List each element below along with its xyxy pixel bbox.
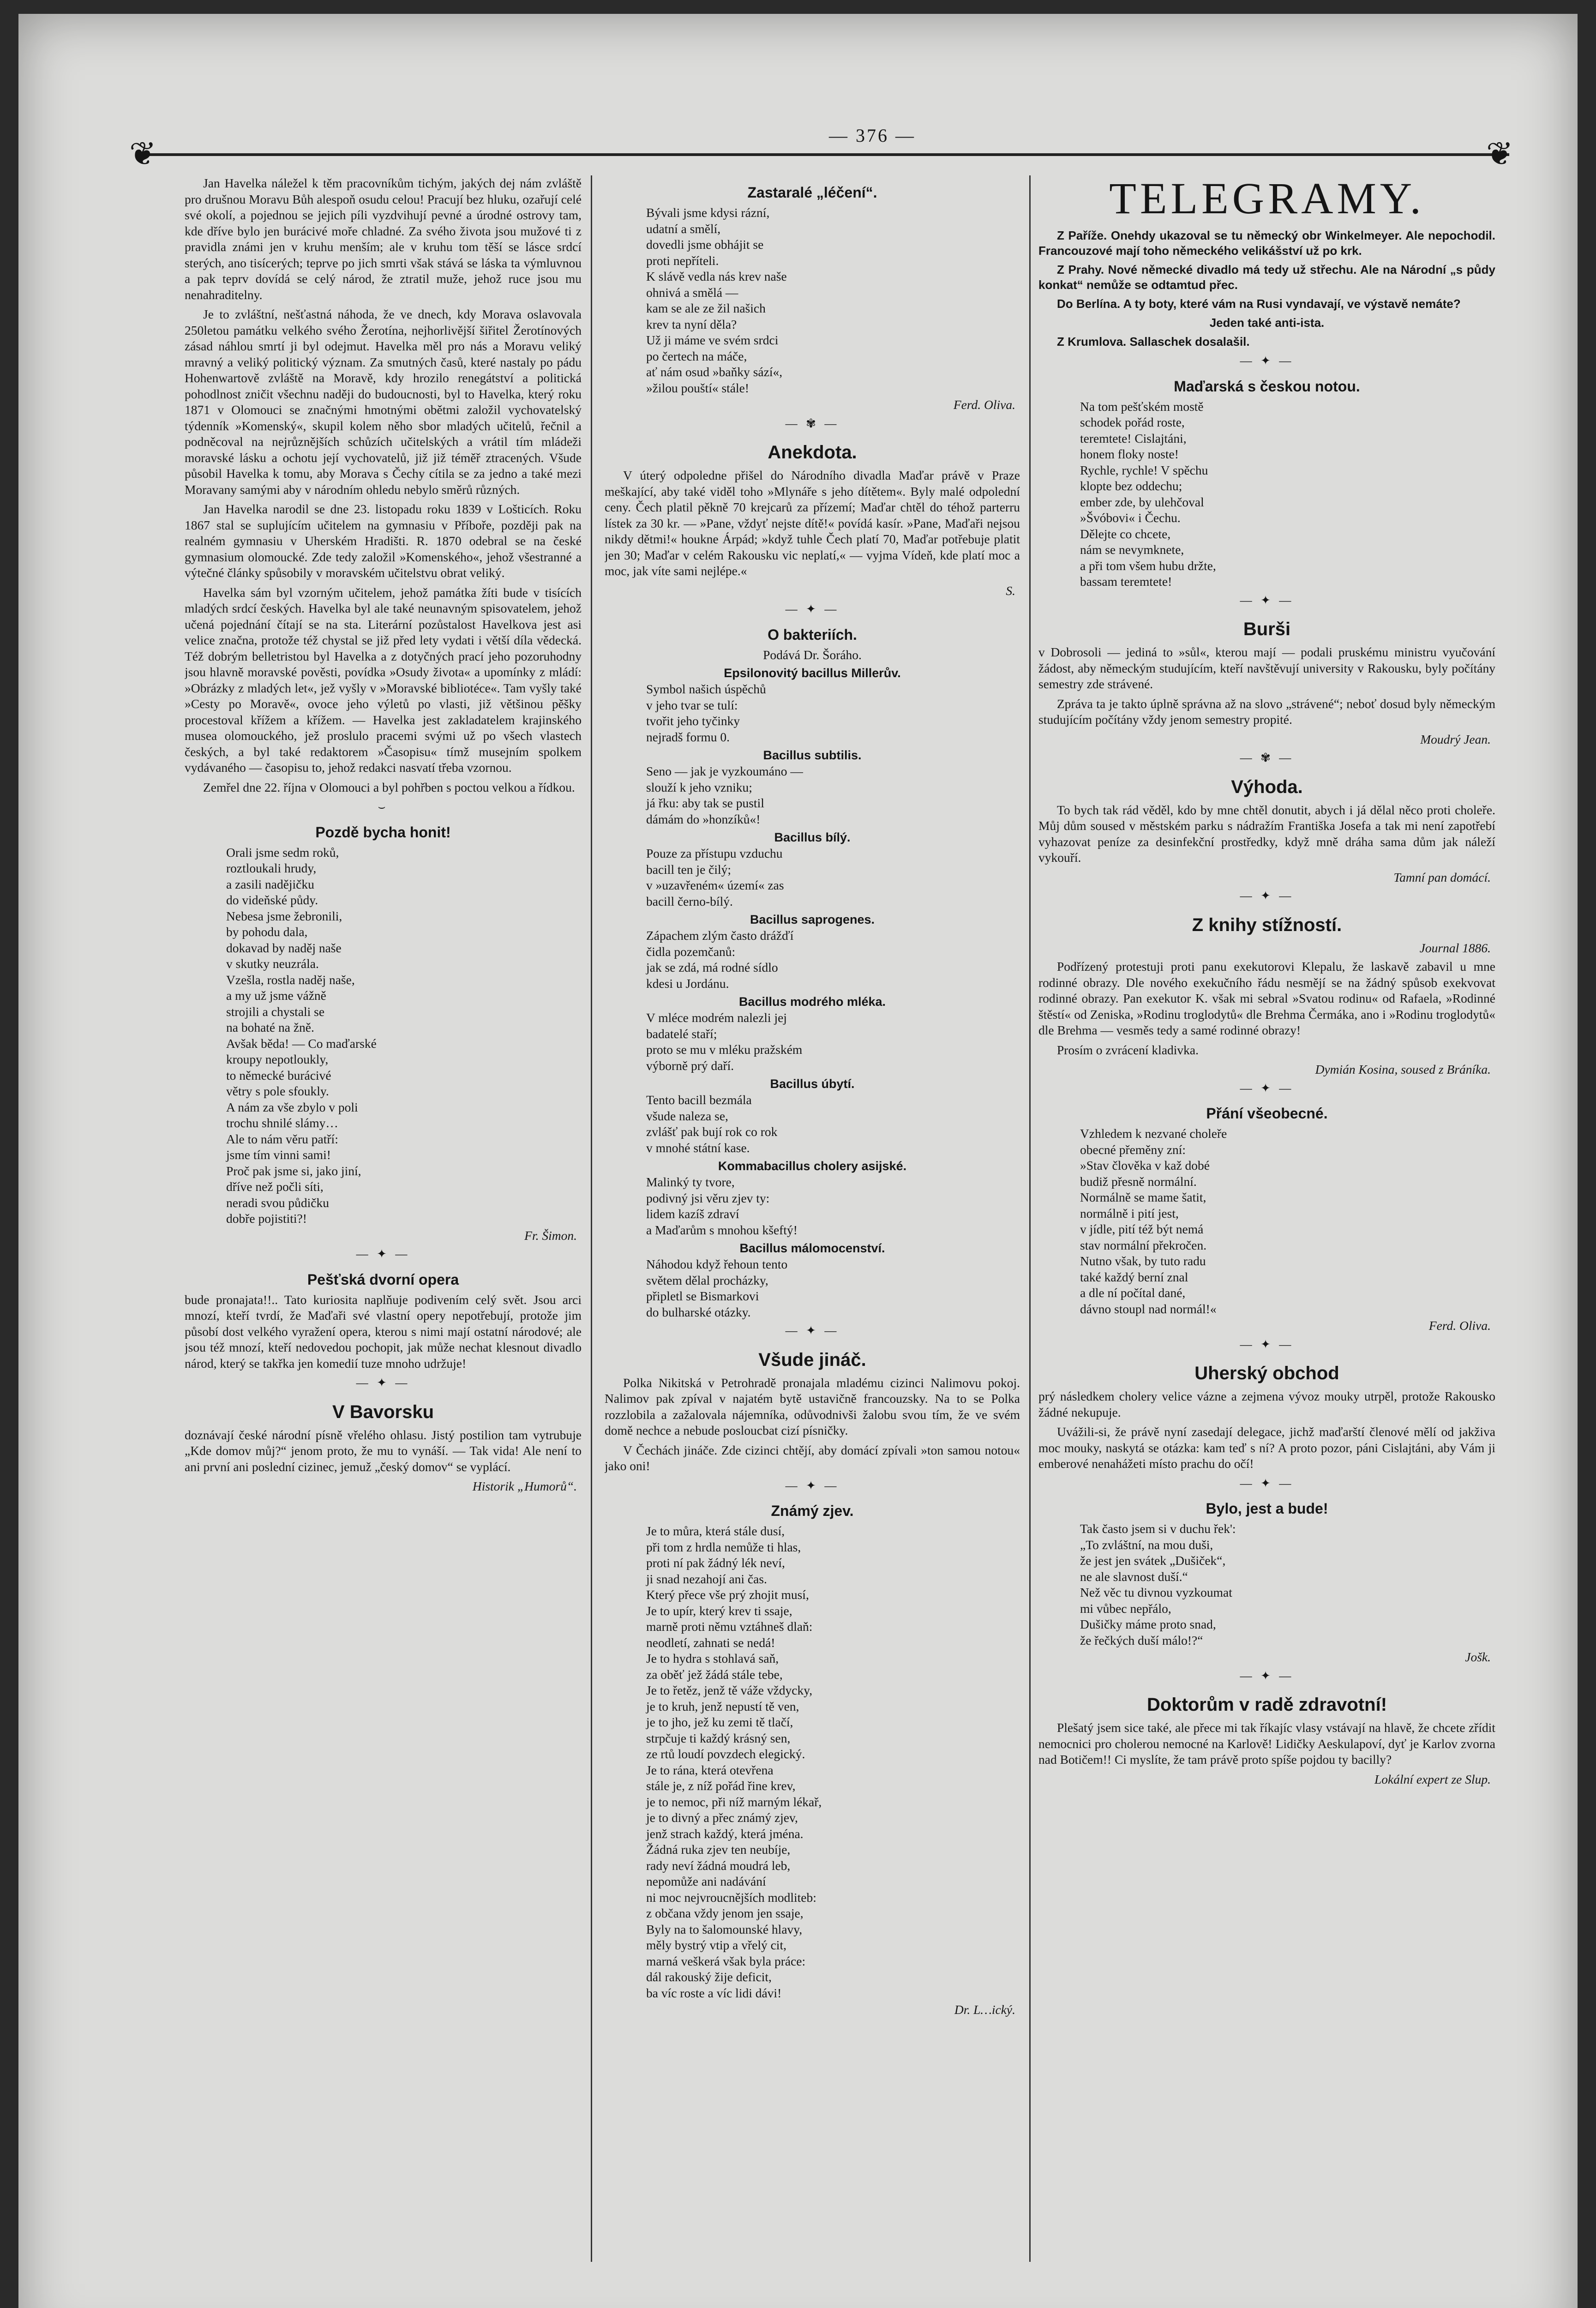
paragraph: Polka Nikitská v Petrohradě pronajala mladému cizinci Nalimovu pokoj. Nalimov pak zpíval v najatém bytě ustavičně francouzsky. Na to se Polka rozzlobila a zažalovala nájemníka, odůvodnivši žalobu svou tím, že ve svém domě nechce a nebude posloucbat cizí písničky. [605,1375,1020,1437]
separator-icon: ⌣ [378,800,389,813]
poem-line: Avšak běda! — Co maďarské [226,1036,377,1051]
paragraph: V Čechách jináče. Zde cizinci chtějí, aby domácí zpívali »ton samou notou« jako oni! [605,1442,1020,1473]
poem-lines [646,205,1020,396]
poem-line: budiž přesně normální. [1080,1174,1197,1189]
poem-line: teremtete! Cislajtáni, [1080,431,1187,445]
poem-line: že řečkých duší málo!?“ [1080,1633,1203,1647]
verse-line: do bulharské otázky. [646,1304,751,1319]
section-telegramy [1038,175,1495,349]
verse-line: Malinký ty tvore, [646,1175,735,1189]
article-title: Uherský obchod [1194,1363,1339,1383]
paragraph: Zpráva ta je takto úplně správna až na slovo „strávené“; neboť dosud byly německým studujícím počítány vždy jenom semestry propité. [1038,696,1495,727]
poem-line: při tom z hrdla nemůže ti hlas, [646,1539,801,1554]
article-anekdota [605,442,1020,599]
poem-line: stále je, z níž pořád řine krev, [646,1779,796,1793]
poem-line: marně proti němu vztáhneš dlaň: [646,1619,813,1634]
poem-line: strojili a chystali se [226,1004,325,1019]
verse [646,763,1020,827]
verse-line: v »uzavřeném« území« zas [646,878,784,892]
column-right [1038,175,1495,2266]
separator-icon: — ✦ — [1240,889,1294,902]
poem-line: Než věc tu divnou vyzkoumat [1080,1585,1232,1599]
poem-line: také každý berní znal [1080,1269,1188,1284]
article-title: Všude jináč. [758,1349,866,1370]
poem-line: za oběť jež žádá stále tebe, [646,1667,783,1682]
poem-line: větry s pole sfoukly. [226,1084,329,1098]
poem-line: A nám za vše zbylo v poli [226,1100,358,1114]
poem-line: rady neví žádná moudrá leb, [646,1858,791,1873]
article-vsude [605,1349,1020,1474]
article-title: Z knihy stížností. [1192,914,1342,935]
section-heading: Kommabacillus cholery asijské. [718,1159,907,1173]
poem-line: stav normální překročen. [1080,1238,1207,1252]
poem-line: „To zvláštní, na mou duši, [1080,1537,1213,1552]
poem-title: Přání všeobecné. [1206,1105,1328,1122]
separator-icon: — ✦ — [1240,1476,1294,1490]
poem-line: ze rtů loudí povzdech elegický. [646,1747,805,1761]
poem-line: Na tom pešťském mostě [1080,399,1204,414]
article-vyhoda [1038,776,1495,886]
separator-icon: — ✾ — [785,416,840,430]
poem-line: dokavad by naděj naše [226,940,342,955]
poem-line: roztloukali hrudy, [226,861,317,875]
poem-line: marná veškerá však byla práce: [646,1953,806,1968]
article-bursi [1038,619,1495,747]
article-uhersky [1038,1363,1495,1472]
article-bavorsku [185,1401,582,1495]
newspaper-scan [18,14,1578,2308]
poem-line: Dělejte co chcete, [1080,526,1171,541]
verse-line: Symbol našich úspěchů [646,682,766,696]
poem-line: je to divný a přec známý zjev, [646,1810,798,1825]
poem-prani [1038,1105,1495,1334]
verse-line: Náhodou když řehoun tento [646,1257,788,1271]
poem-line: Je to řetěz, jenž tě váže vždycky, [646,1683,813,1697]
paragraph: V úterý odpoledne přišel do Národního divadla Maďar právě v Praze meškající, aby také viděl toho »Mlynáře s jeho dítětem«. Byly malé odpolední ceny. Čech platil pěkně 70 krejcarů za přízemí; Maďar chtěl do téhož parterru lístek za 30 kr. — »Pane, vždyť nejste dítě!« povídá kasír. »Pane, Maďaři nejsou nikdy dětmi!« houkne Árpád; »když tuhle Čech platí 70, Maďar potřebuje platit jen 30; Maďar v celém Rakousku vic neplatí,« — vyjma Vídeň, kde platí moc a moc, jak víte sami nejlépe.« [605,468,1020,578]
article-opera [185,1271,582,1372]
poem-line: je to nemoc, při níž marným lékař, [646,1794,822,1809]
section-heading: Bacillus saprogenes. [750,913,875,926]
telegram: Do Berlína. A ty boty, které vám na Rusi vyndavají, ve výstavě nemáte? [1057,297,1461,311]
poem-line: Je to můra, která stále dusí, [646,1524,785,1538]
paragraph: v Dobrosoli — jediná to »sůl«, kterou mají — podali pruskému ministru vyučování žádost, aby německým studujícím, kteří navštěvují university v Rakousku, byly počítány semestry zde strávené. [1038,645,1495,691]
poem-line: Normálně se mame šatit, [1080,1190,1206,1204]
poem-lines [646,1523,1020,2001]
poem-line: je to kruh, jenž nepustí tě ven, [646,1699,799,1713]
paragraph: bude pronajata!!.. Tato kuriosita naplňuje podivením celý svět. Jsou arci mnozí, kteří tvrdí, že Maďaři své vlastní opery nepotřebují, protože jim působí dost velkého vyražení opera, kterou s nimi mají ostatní národové; ale jsou též mnozí, kteří nedovedou pochopit, jak může nechat klesnout divadlo národ, který se takřka jen komedií tuze mnoho udržuje! [185,1292,582,1370]
verse-line: Tento bacill bezmála [646,1093,752,1107]
poem-line: po čertech na máče, [646,349,747,363]
verse [646,1174,1020,1238]
paragraph: doznávají české národní písně vřelého ohlasu. Jistý postilion tam vytrubuje „Kde domov můj?“ jenom proto, že mu to vynáší. — Tak vida! Ale není to ani první ani poslední cizinec, jemuž „český domov“ se vyplácí. [185,1427,582,1474]
signature: Dymián Kosina, soused z Bráníka. [1315,1062,1491,1076]
poem-line: jsme tím vinni sami! [226,1148,331,1162]
verse [646,1256,1020,1320]
poem-line: Už ji máme ve svém srdci [646,333,779,347]
verse-line: a Maďarům s mnohou kšeftý! [646,1222,798,1237]
verse-line: Pouze za přístupu vzduchu [646,846,783,860]
poem-znamy [605,1502,1020,2018]
poem-line: Orali jsme sedm roků, [226,845,339,859]
poem-line: Je to upír, který krev ti ssaje, [646,1603,792,1618]
poem-line: je to jho, jež ku zemi tě tlačí, [646,1715,793,1729]
poem-line: a dle ní počítal dané, [1080,1286,1186,1300]
page-number: — 376 — [829,125,916,146]
poem-line: a my už jsme vážně [226,988,326,1003]
poem-line: »žilou pouští« stále! [646,380,750,395]
poem-madarska [1038,378,1495,590]
poem-title: Bylo, jest a bude! [1206,1500,1328,1517]
poem-line: že jest jen svátek „Dušiček“, [1080,1553,1226,1568]
verse-line: badatelé staří; [646,1026,717,1041]
verse-line: Seno — jak je vyzkoumáno — [646,764,803,778]
poem-line: a při tom všem hubu držte, [1080,558,1216,573]
article-stiznosti [1038,914,1495,1078]
article-bakterie [605,626,1020,1321]
signature: Historik „Humorů“. [472,1479,577,1493]
poem-line: »Švóbovi« i Čechu. [1080,511,1181,525]
article-title: Burši [1243,619,1291,639]
poem-line: neradi svou půdičku [226,1195,330,1210]
poem-line: v jídle, pití též být nemá [1080,1222,1204,1236]
ornament-right-icon: ❦ [1486,137,1513,172]
article-havelka [185,175,582,795]
verse-line: v jeho tvar se tulí: [646,697,738,712]
article-title: Doktorům v radě zdravotní! [1146,1695,1387,1715]
poem-line: Je to hydra s stohlavá saň, [646,1651,779,1665]
poem-line: a zasili nadějičku [226,877,314,891]
paragraph: Plešatý jsem sice také, ale přece mi tak říkajíc vlasy vstávají na hlavě, že chcete zřídit nemocnici pro cholerou nemocné na Karlově! Lidičky Aeskulapoví, dyť je Karlov zvorna nad Botičem!! Ci myslíte, že tam právě proto spíše pojdou ty bacilly? [1038,1720,1495,1767]
poem-line: Byly na to šalomounské hlavy, [646,1922,803,1936]
poem-line: dobře pojistiti?! [226,1211,307,1226]
poem-line: by pohodu dala, [226,925,308,939]
verse-line: zvlášť pak bují rok co rok [646,1124,778,1139]
poem-line: kam se ale ze žil našich [646,301,766,315]
paragraph: Prosím o zvrácení kladivka. [1057,1042,1199,1057]
poem-lines [1080,1126,1495,1317]
poem-lines [1080,1521,1495,1648]
poem-line: dovedli jsme obhájit se [646,237,764,252]
verse [646,928,1020,992]
poem-line: to německé burácivé [226,1068,331,1082]
poem-line: ji snad nezahojí ani čas. [646,1571,767,1586]
signature: Ferd. Oliva. [1428,1318,1491,1333]
signature: Dr. L…ický. [954,2002,1015,2017]
paragraph: To bych tak rád věděl, kdo by mne chtěl donutit, abych i já dělal něco proti choleře. Můj dům soused v městském parku s nádražím Františka Josefa a tak mi není zapotřebí vyhazovat peníze za desinfekční prostředky, když mně dráha sama dům jak náleží vykouří. [1038,802,1495,865]
verse-line: dámám do »honzíků«! [646,811,761,826]
verse-line: výborně prý daří. [646,1058,734,1073]
poem-line: dávno stoupl nad normál!« [1080,1301,1217,1316]
poem-line: bassam teremtete! [1080,574,1172,589]
verse-line: lidem kazíš zdraví [646,1207,739,1221]
poem-line: obecné přeměny zní: [1080,1142,1186,1157]
poem-line: Tak často jsem si v duchu řek': [1080,1521,1236,1536]
signature: Fr. Šimon. [524,1228,577,1243]
section-heading: Bacillus bílý. [774,830,851,844]
signature: Moudrý Jean. [1420,732,1491,746]
article-doktorum [1038,1694,1495,1787]
signature: Tamní pan domácí. [1393,870,1491,884]
poem-line: jenž strach každý, která jména. [646,1826,804,1841]
poem-line: ať nám osud »baňky sází«, [646,365,783,379]
verse-line: světem dělal procházky, [646,1273,768,1287]
column-divider [1029,175,1031,2262]
poem-line: nám se nevymknete, [1080,542,1184,557]
poem-lines [1080,399,1495,590]
section-heading: Bacillus modrého mléka. [738,995,886,1009]
column-divider [591,175,592,2262]
poem-title: Maďarská s českou notou. [1174,378,1360,395]
poem-line: Rychle, rychle! V spěchu [1080,463,1208,477]
poem-line: neodletí, zahnati se nedá! [646,1635,775,1650]
poem-line: mi vůbec nepřálo, [1080,1601,1171,1616]
telegram: Z Prahy. Nové německé divadlo má tedy už střechu. Ale na Národní „s půdy konkat“ nemůže se odtamtud přec. [1038,263,1495,292]
poem-line: ohnivá a smělá — [646,285,738,300]
verse-line: čidla pozemčanů: [646,944,736,959]
poem-title: Známý zjev. [771,1503,854,1519]
separator-icon: — ✦ — [785,1324,840,1337]
poem-line: Dušičky máme proto snad, [1080,1617,1216,1631]
section-heading: Epsilonovitý bacillus Millerův. [724,666,901,680]
poem-line: ember zde, by ulehčoval [1080,494,1204,509]
poem-title: Pozdě bycha honit! [315,823,451,841]
poem-line: Vzhledem k nezvané choleře [1080,1126,1227,1141]
poem-line: K slávě vedla nás krev naše [646,269,787,283]
telegram: Jeden také anti-ista. [1209,316,1325,330]
signature: Lokální expert ze Slup. [1374,1772,1491,1786]
poem-line: krev ta nyní děla? [646,317,737,331]
poem-line: Vzešla, rostla naděj naše, [226,972,355,987]
article-title: O bakteriích. [768,626,857,643]
poem-line: strpčuje ti každý krásný sen, [646,1731,791,1745]
paragraph: prý následkem cholery velice vázne a zejmena vývoz mouky utrpěl, protože Rakousko žádné nekupuje. [1038,1389,1495,1419]
separator-icon: — ✦ — [785,602,840,616]
separator-icon: — ✦ — [1240,354,1294,367]
poem-title: Zastaralé „léčení“. [747,184,877,201]
poem-line: z občana vždy jenom jen ssaje, [646,1906,804,1920]
verse [646,681,1020,745]
separator-icon: — ✦ — [356,1376,410,1389]
poem-lines [226,845,582,1227]
verse-line: kdesi u Jordánu. [646,976,729,991]
verse-line: tvořit jeho tyčinky [646,714,740,728]
verse-line: bacill ten je čilý; [646,862,732,877]
article-title: Anekdota. [768,442,857,463]
poem-line: měly bystrý vtip a vřelý cit, [646,1938,786,1952]
paragraph: Zemřel dne 22. října v Olomouci a byl pohřben s poctou velkou a řídkou. [203,780,575,794]
verse-line: V mléce modrém nalezli jej [646,1010,787,1025]
verse [646,846,1020,909]
poem-line: normálně i pití jest, [1080,1206,1179,1220]
signature: Ferd. Oliva. [953,397,1015,412]
signature: S. [1006,583,1015,598]
poem-line: nepomůže ani nadávání [646,1874,766,1888]
article-title: Výhoda. [1231,776,1303,797]
top-rule [143,153,1509,156]
poem-line: do videňské půdy. [226,893,318,907]
poem-line: proti ní pak žádný lék neví, [646,1556,785,1570]
paragraph: Havelka sám byl vzorným učitelem, jehož památka žíti bude v tisících mladých srdcí českých. Havelka byl ale také neunavným spisovatelem, jehož učená pojednání čítají se na sta. Literární pozůstalost Havelkova jest asi velice značna, protože též chystal se již před lety vydati i větší díla vědecká. Též dobrým belletristou byl Havelka a z dotyčných prací jeho pozoruhodny jsou hlavně moravské pověsti, povídka »Osudy života« a upomínky z mládí: »Obrázky z mladých let«, jež vyšly v »Moravské bibliotéce«. Tam vyšly také »Cesty po Moravě«, ovoce jeho výletů po vlasti, již většinou pěšky procestoval křížem a křížem. — Havelka jest zakladatelem krajinského musea olomouckého, jež proslulo pracemi svými už po všech vlastech českých, a byl také redaktorem »Časopisu« tímž musejním spolkem vydávaného — časopisu to, jehož redakci nasvatí třeba vzornou. [185,585,582,775]
byline: Podává Dr. Šoráho. [763,647,862,662]
section-heading: Bacillus málomocenství. [739,1241,885,1255]
paragraph: Uvážili-si, že právě nyní zasedají delegace, jichž maďarští členové mělí od jakživa moc mouky, naskytá se otázka: kam teď s ní? A proto pozor, páni Cislajtáni, aby Vám ji emberové nenahážeti místo prachu do očí! [1038,1424,1495,1471]
verse-line: slouží k jeho vzniku; [646,780,752,794]
verse-line: bacill černo-bílý. [646,894,733,908]
article-title: Pešťská dvorní opera [307,1271,459,1288]
poem-line: Bývali jsme kdysi rázní, [646,205,770,220]
section-title: TELEGRAMY. [1109,175,1425,223]
verse-line: proto se mu v mléku pražském [646,1042,803,1057]
separator-icon: — ✦ — [1240,1337,1294,1351]
signature: Jošk. [1465,1650,1491,1664]
verse-line: připletl se Bismarkovi [646,1289,759,1303]
verse-line: podivný jsi věru zjev ty: [646,1190,770,1205]
telegram: Z Krumlova. Sallaschek dosalašil. [1057,335,1250,349]
article-title: V Bavorsku [332,1401,434,1422]
telegram: Z Paříže. Onehdy ukazoval se tu německý obr Winkelmeyer. Ale nepochodil. Francouzové mají toho německého velikášství už po krk. [1038,228,1495,258]
poem-line: Je to rána, která otevřena [646,1762,774,1777]
poem-zastarale [605,184,1020,413]
poem-line: schodek pořád roste, [1080,415,1185,429]
poem-line: dál rakouský žije deficit, [646,1970,772,1984]
poem-line: trochu shnilé slámy… [226,1116,338,1130]
verse-line: nejradš formu 0. [646,729,730,744]
separator-icon: — ✦ — [356,1247,410,1261]
ornament-left-icon: ❦ [129,137,156,172]
poem-line: na bohaté na žně. [226,1020,314,1034]
paragraph: Jan Havelka náležel k těm pracovníkům tichým, jakých dej nám zvláště pro drušnou Moravu Bůh alespoň osudu celou! Pracují bez hluku, ozařují celé své okolí, a pojednou se jejich píli vyzdvihují pevné a úrodné ostrovy tam, kde dříve bylo jen burácivé moře chladné. Za svého života jsou mužové ti z pravidla známi jen v kruhu menším; ale v kruhu tom těší se lásce srdcí sterých, ano tisícerých; teprve po jich smrti však stává se láska ta výmluvnou a pak teprv dovídá se celý národ, že ztratil muže, jehož ruce jsou mu nenahraditelny. [185,176,582,302]
newspaper-page [129,125,1518,2276]
separator-icon: — ✦ — [785,1479,840,1492]
separator-icon: — ✾ — [1240,751,1294,764]
poem-line: honem floky noste! [1080,447,1179,461]
column-left [185,175,582,2266]
poem-line: ni moc nejvroucnějších modliteb: [646,1890,816,1905]
poem-line: ba víc roste a víc lidi dávi! [646,1985,782,2000]
poem-line: Proč pak jsme si, jako jiní, [226,1163,361,1178]
poem-line: Nebesa jsme žebronili, [226,908,342,923]
poem-line: Nutno však, by tuto radu [1080,1254,1206,1268]
poem-line: Který přece vše prý zhojit musí, [646,1587,809,1602]
column-middle [605,175,1020,2266]
poem-line: »Stav člověka v kaž dobé [1080,1158,1210,1172]
paragraph: Je to zvláštní, nešťastná náhoda, že ve dnech, kdy Morava oslavovala 250letou památku velkého svého Žerotína, nejhorlivější šiřitel Žerotínových zásad náhlou smrtí ji byl odejmut. Havelka měl pro nás a Moravu veliký mravný a veliký politický význam. Za smutných časů, které nastaly po pádu Hohenwartově zvláště na Moravě, kdy hrozilo renegátství a politická pohodlnost zničit všechnu naději do budoucnosti, byl to Havelka, který roku 1871 v Olomouci se značnými hmotnými obětmi založil vychovatelský týdenník »Komenský«, skupil kolem něho sbor mladých učitelů, řečnil a podněcoval na nejrůznějších schůzích učitelských a vrátil tím mládeži moravské lásku a ochotu její vychovatelů, již již téměř ztracených. Všude působil Havelka k tomu, aby Morava s Čechy cítila se za jedno a také mezi Moravany samými aby v národním ohledu nebylo směrů různých. [185,307,582,497]
separator-icon: — ✦ — [1240,1669,1294,1683]
poem-bylo [1038,1500,1495,1665]
verse-line: Zápachem zlým často drážďí [646,928,794,943]
verse-line: v mnohé státní kase. [646,1140,750,1155]
poem-line: dříve než počli síti, [226,1179,324,1194]
separator-icon: — ✦ — [1240,593,1294,607]
verse-line: všude naleza se, [646,1108,728,1123]
poem-line: ne ale slavnost duší.“ [1080,1569,1188,1584]
paragraph: Jan Havelka narodil se dne 23. listopadu roku 1839 v Lošticích. Roku 1867 stal se suplujícím učitelem na gymnasiu v Příboře, později pak na realném gymnasiu v Uherském Hradišti. R. 1870 odebral se na české gymnasium olomoucké. Zde tedy založil »Komenského«, jehož všestranné a výtečné články spůsobily v moravském učitelstvu obrat veliký. [185,502,582,580]
verse-line: jak se zdá, má rodné sídlo [646,960,778,974]
poem-pozde [185,823,582,1244]
verse-line: já řku: aby tak se pustil [646,796,764,810]
verse [646,1010,1020,1074]
subtitle: Journal 1886. [1419,940,1491,955]
poem-line: Žádná ruka zjev ten neubíje, [646,1842,791,1857]
poem-line: klopte bez oddechu; [1080,479,1182,493]
paragraph: Podřízený protestuji proti panu exekutorovi Klepalu, že laskavě zabavil u mne rodinné obrazy. Dle nového exekučního řádu nesmějí se na žádný spůsob exekvovat rodinné obrazy. Pan exekutor K. však mi sebral »Svatou rodinu« od Rafaela, »Rodinné štěstí« od Zeniska, »Rodinu troglodytů« dle Brehma Čermáka, ano i »Rodinu troglodytů« dle Brehma — vesměs tedy a samé rodinné obrazy! [1038,959,1495,1037]
poem-line: kroupy nepotloukly, [226,1052,329,1066]
separator-icon: — ✦ — [1240,1081,1294,1095]
poem-line: proti nepříteli. [646,253,719,268]
poem-line: Ale to nám věru patří: [226,1131,338,1146]
verse [646,1092,1020,1156]
section-heading: Bacillus subtilis. [763,748,862,762]
section-heading: Bacillus úbytí. [770,1077,855,1091]
poem-line: v skutky neuzrála. [226,956,319,971]
poem-line: udatní a smělí, [646,221,721,236]
